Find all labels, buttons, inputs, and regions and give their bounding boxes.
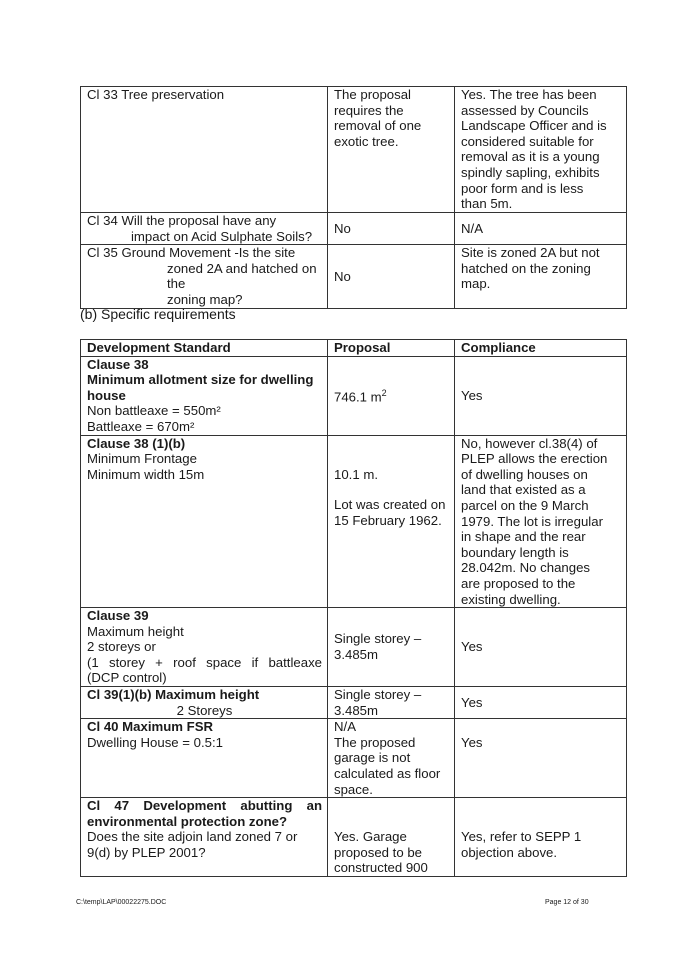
table-row [81, 719, 627, 798]
standard-text: Cl 33 Tree preservation [87, 87, 225, 102]
standard-text: 2 Storeys [176, 702, 233, 718]
table-row [81, 245, 627, 308]
proposal-text: exotic tree. [334, 133, 399, 149]
table-row [81, 213, 627, 245]
compliance-cell [455, 356, 627, 435]
table-row [81, 356, 627, 435]
proposal-text: No [334, 220, 351, 236]
standard-text: Cl 35 Ground Movement -Is the site [87, 245, 296, 261]
section-heading: (b) Specific requirements [80, 306, 236, 322]
compliance-text: of dwelling houses on [461, 466, 588, 482]
proposal-cell [328, 245, 455, 308]
clause-title: house [87, 387, 126, 403]
standard-text: 2 storeys or [87, 639, 156, 655]
proposal-text: No [334, 268, 351, 284]
compliance-text: Yes [461, 694, 483, 710]
tree-acid-ground-table [80, 86, 627, 309]
clause-title: Minimum allotment size for dwelling [87, 372, 314, 388]
compliance-text: Yes [461, 639, 483, 655]
standard-cell [81, 356, 328, 435]
compliance-text: No, however cl.38(4) of [461, 435, 598, 451]
header-compliance [455, 340, 627, 357]
proposal-text: garage is not [334, 750, 411, 766]
compliance-text: assessed by Councils [461, 102, 589, 118]
footer-page-number: Page 12 of 30 [545, 899, 589, 906]
table-row [81, 798, 627, 877]
proposal-cell [328, 356, 455, 435]
compliance-text: objection above. [461, 844, 558, 860]
proposal-text: 15 February 1962. [334, 512, 442, 528]
standard-text: Battleaxe = 670m² [87, 418, 195, 434]
standard-text: Non battleaxe = 550m² [87, 403, 221, 419]
header-text: Compliance [461, 340, 536, 355]
clause-title: Cl 39(1)(b) Maximum height [87, 687, 260, 703]
proposal-text: 3.485m [334, 702, 378, 718]
compliance-cell [455, 798, 627, 877]
superscript: 2 [381, 388, 387, 399]
standard-text: zoning map? [167, 291, 243, 307]
compliance-cell [455, 687, 627, 719]
compliance-text: existing dwelling. [461, 591, 561, 607]
standard-text: 9(d) by PLEP 2001? [87, 845, 206, 861]
compliance-text: considered suitable for [461, 133, 594, 149]
table-row [81, 608, 627, 687]
compliance-text: in shape and the rear [461, 529, 586, 545]
proposal-text: 746.1 m [334, 389, 382, 405]
standard-text: impact on Acid Sulphate Soils? [131, 228, 313, 244]
header-proposal [328, 340, 455, 357]
compliance-text: Yes [461, 387, 483, 403]
compliance-cell [455, 245, 627, 308]
proposal-text: 10.1 m. [334, 466, 378, 482]
proposal-text: Single storey – [334, 631, 422, 647]
proposal-cell [328, 435, 455, 608]
table-row [81, 435, 627, 608]
standard-cell [81, 608, 328, 687]
compliance-text: 28.042m. No changes [461, 560, 591, 576]
standard-text: Dwelling House = 0.5:1 [87, 734, 223, 750]
standard-cell [81, 435, 328, 608]
standard-text: (DCP control) [87, 670, 167, 686]
standard-text: Cl 34 Will the proposal have any [87, 213, 277, 228]
compliance-text: land that existed as a [461, 482, 586, 498]
clause-title: Clause 38 (1)(b) [87, 435, 186, 451]
proposal-text: N/A [334, 719, 356, 735]
proposal-text: The proposal [334, 87, 411, 102]
standard-text: Minimum width 15m [87, 466, 205, 482]
compliance-text: hatched on the zoning [461, 260, 591, 276]
standard-text: Minimum Frontage [87, 451, 197, 467]
compliance-text: Yes [461, 735, 483, 751]
compliance-text: map. [461, 276, 491, 292]
standard-cell [81, 245, 328, 308]
footer-file-path: C:\temp\LAP\00022275.DOC [76, 899, 167, 906]
standard-text: zoned 2A and hatched on the [167, 260, 317, 292]
standard-cell [81, 719, 328, 798]
compliance-text: Yes. The tree has been [461, 87, 597, 102]
proposal-text: calculated as floor [334, 766, 441, 782]
proposal-text: Single storey – [334, 687, 422, 703]
proposal-cell [328, 798, 455, 877]
compliance-text: are proposed to the [461, 575, 576, 591]
table-row [81, 87, 627, 213]
compliance-text: than 5m. [461, 196, 513, 212]
compliance-cell [455, 719, 627, 798]
proposal-cell [328, 687, 455, 719]
compliance-text: removal as it is a young [461, 149, 600, 165]
compliance-text: poor form and is less [461, 180, 584, 196]
header-text: Proposal [334, 340, 391, 355]
standard-cell [81, 87, 328, 213]
clause-title: Cl 40 Maximum FSR [87, 719, 214, 735]
header-development-standard [81, 340, 328, 357]
compliance-text: Yes, refer to SEPP 1 [461, 829, 582, 845]
standard-cell [81, 213, 328, 245]
proposal-text: constructed 900 [334, 860, 428, 876]
table-row [81, 687, 627, 719]
clause-title: Clause 39 [87, 608, 149, 624]
proposal-text: The proposed [334, 734, 416, 750]
table-header-row [81, 340, 627, 357]
compliance-text: PLEP allows the erection [461, 451, 608, 467]
compliance-text: N/A [461, 220, 483, 236]
standard-text: (1 storey + roof space if battleaxe [87, 654, 322, 670]
proposal-text: 3.485m [334, 647, 378, 663]
compliance-text: Site is zoned 2A but not [461, 245, 600, 261]
compliance-cell [455, 213, 627, 245]
compliance-cell [455, 608, 627, 687]
standard-text: Maximum height [87, 623, 184, 639]
proposal-cell [328, 608, 455, 687]
compliance-text: spindly sapling, exhibits [461, 164, 600, 180]
compliance-cell [455, 435, 627, 608]
compliance-text: parcel on the 9 March [461, 497, 589, 513]
compliance-text: Landscape Officer and is [461, 118, 607, 134]
proposal-text: removal of one [334, 118, 422, 134]
proposal-cell [328, 719, 455, 798]
clause-title: Cl 47 Development abutting an [87, 798, 322, 814]
compliance-cell [455, 87, 627, 213]
clause-title: environmental protection zone? [87, 813, 288, 829]
clause-title: Clause 38 [87, 356, 149, 372]
standard-cell [81, 687, 328, 719]
compliance-text: 1979. The lot is irregular [461, 513, 603, 529]
proposal-text: proposed to be [334, 844, 422, 860]
proposal-text: requires the [334, 102, 404, 118]
standard-text: Does the site adjoin land zoned 7 or [87, 829, 298, 845]
proposal-text: space. [334, 781, 373, 797]
proposal-cell [328, 213, 455, 245]
standard-cell [81, 798, 328, 877]
header-text: Development Standard [87, 340, 231, 355]
specific-requirements-table [80, 339, 627, 877]
proposal-cell [328, 87, 455, 213]
compliance-text: boundary length is [461, 544, 569, 560]
proposal-text: Lot was created on [334, 497, 446, 513]
proposal-text: Yes. Garage [334, 829, 407, 845]
